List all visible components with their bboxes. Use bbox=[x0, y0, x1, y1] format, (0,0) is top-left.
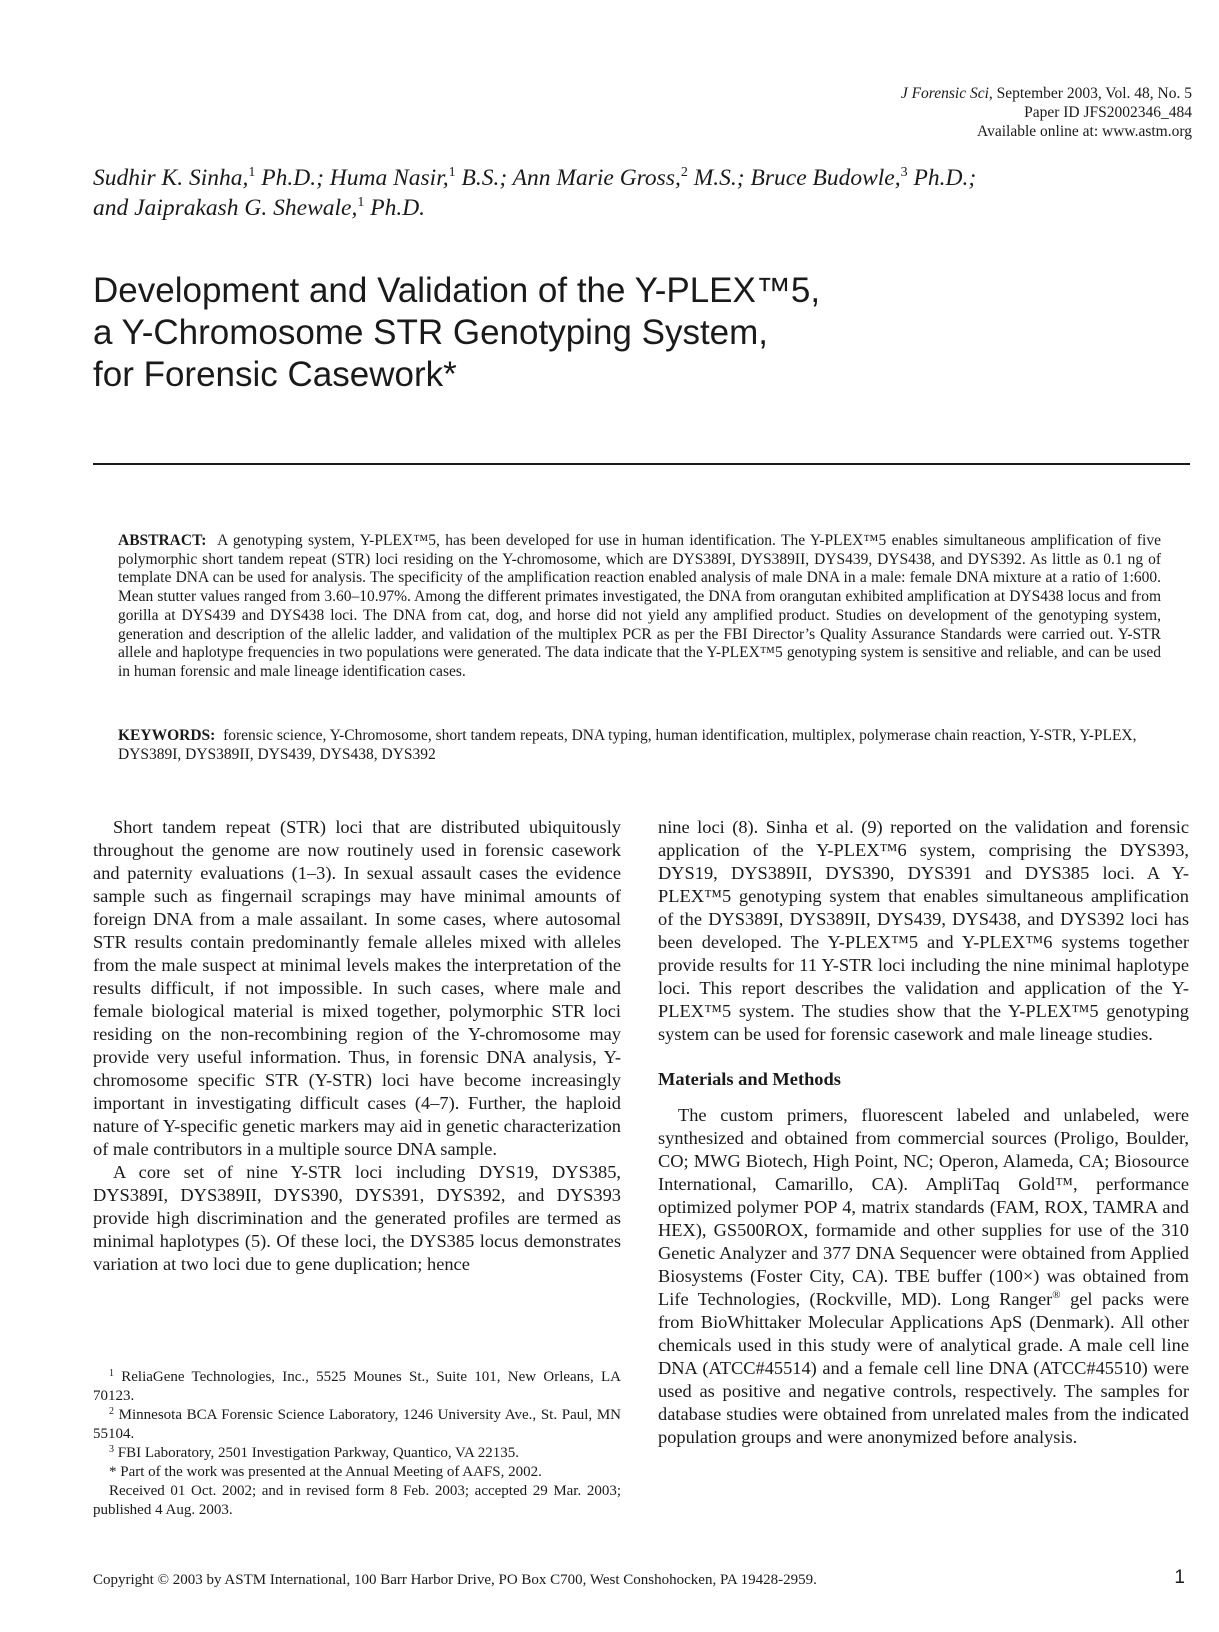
affiliation-mark: 1 bbox=[248, 165, 256, 180]
title-line: Development and Validation of the Y-PLEX™5, bbox=[93, 271, 821, 310]
affiliation-mark: 2 bbox=[680, 165, 688, 180]
author-degree: B.S.; bbox=[455, 165, 513, 191]
author-name: Bruce Budowle, bbox=[750, 165, 901, 191]
journal-name: J Forensic Sci, bbox=[900, 85, 993, 102]
footnote-mark: 1 bbox=[109, 1368, 114, 1379]
author-degree: Ph.D.; bbox=[255, 165, 330, 191]
author-name: and Jaiprakash G. Shewale, bbox=[93, 195, 358, 221]
author-list bbox=[93, 163, 1153, 223]
author-name: Ann Marie Gross, bbox=[512, 165, 681, 191]
footnotes bbox=[93, 1368, 621, 1520]
page-number: 1 bbox=[1174, 1567, 1185, 1588]
footnote bbox=[93, 1368, 621, 1406]
body-text: gel packs were from BioWhittaker Molecular Applications ApS (Denmark). All other chemicals used in this study were of analytical grade. A male cell line DNA (ATCC#45514) and a female cell line DNA (ATCC#45510) were used as positive and negative controls, respectively. The samples for database studies were obtained from unrelated males from the indicated population groups and were anonymized before analysis. bbox=[658, 1289, 1189, 1447]
body-paragraph bbox=[658, 1104, 1189, 1449]
section-heading: Materials and Methods bbox=[658, 1069, 841, 1089]
affiliation-mark: 1 bbox=[357, 195, 365, 210]
footnote-mark: 3 bbox=[109, 1444, 114, 1455]
body-paragraph: A core set of nine Y-STR loci including DYS19, DYS385, DYS389I, DYS389II, DYS390, DYS391, DYS392, and DYS393 provide high discrimination and the generated profiles are termed as minimal haplotypes (5). Of these loci, the DYS385 locus demonstrates variation at two loci due to gene duplication; hence bbox=[93, 1162, 621, 1274]
author-name: Huma Nasir, bbox=[329, 165, 449, 191]
journal-header bbox=[901, 84, 1192, 141]
paper-title bbox=[93, 270, 820, 396]
author-degree: M.S.; bbox=[687, 165, 751, 191]
body-text: The custom primers, fluorescent labeled and unlabeled, were synthesized and obtained from commercial sources (Proligo, Boulder, CO; MWG Biotech, High Point, NC; Operon, Alameda, CA; Biosource International, Camarillo, CA). AmpliTaq Gold™, performance optimized polymer POP 4, matrix standards (FAM, ROX, TAMRA and HEX), GS500ROX, formamide and other supplies for use of the 310 Genetic Analyzer and 377 DNA Sequencer were obtained from Applied Biosystems (Foster City, CA). TBE buffer (100×) was obtained from Life Technologies, (Rockville, MD). Long Ranger bbox=[658, 1105, 1189, 1309]
body-paragraph: nine loci (8). Sinha et al. (9) reported on the validation and forensic application of the Y-PLEX™6 system, comprising the DYS393, DYS19, DYS389II, DYS390, DYS391 and DYS385 loci. A Y-PLEX™5 genotyping system that enables simultaneous amplification of the DYS389I, DYS389II, DYS439, DYS438, and DYS392 loci has been developed. The Y-PLEX™5 and Y-PLEX™6 systems together provide results for 11 Y-STR loci including the nine minimal haplotype loci. This report describes the validation and application of the Y-PLEX™5 system. The studies show that the Y-PLEX™5 genotyping system can be used for forensic casework and male lineage studies. bbox=[658, 817, 1189, 1044]
journal-citation bbox=[901, 84, 1192, 103]
availability-note: Available online at: www.astm.org bbox=[977, 123, 1192, 140]
keywords-label: KEYWORDS: bbox=[118, 727, 216, 744]
registered-mark: ® bbox=[1052, 1289, 1061, 1301]
author-name: Sudhir K. Sinha, bbox=[93, 165, 249, 191]
footnote-text: Received 01 Oct. 2002; and in revised form 8 Feb. 2003; accepted 29 Mar. 2003; published 4 Aug. 2003. bbox=[93, 1483, 621, 1518]
abstract-text: A genotyping system, Y-PLEX™5, has been developed for use in human identification. The Y-PLEX™5 enables simultaneous amplification of five polymorphic short tandem repeat (STR) loci residing on the Y-chromosome, which are DYS389I, DYS389II, DYS439, DYS438, and DYS392. As little as 0.1 ng of template DNA can be used for analysis. The specificity of the amplification reaction enabled analysis of male DNA in a male: female DNA mixture at a ratio of 1:600. Mean stutter values ranged from 3.60–10.97%. Among the different primates investigated, the DNA from orangutan exhibited amplification at DYS438 locus and from gorilla at DYS439 and DYS438 loci. The DNA from cat, dog, and horse did not yield any amplified product. Studies on development of the genotyping system, generation and description of the allelic ladder, and validation of the multiplex PCR as per the FBI Director’s Quality Assurance Standards were carried out. Y-STR allele and haplotype frequencies in two populations were generated. The data indicate that the Y-PLEX™5 genotyping system is sensitive and reliable, and can be used in human forensic and male lineage identification cases. bbox=[118, 532, 1161, 680]
footnote-text: ReliaGene Technologies, Inc., 5525 Mounes St., Suite 101, New Orleans, LA 70123. bbox=[93, 1369, 621, 1404]
footnote bbox=[93, 1406, 621, 1444]
body-column-right bbox=[658, 816, 1189, 1449]
copyright-footer: Copyright © 2003 by ASTM International, 100 Barr Harbor Drive, PO Box C700, West Conshohocken, PA 19428-2959. bbox=[93, 1572, 817, 1588]
footnote-text: Minnesota BCA Forensic Science Laboratory, 1246 University Ave., St. Paul, MN 55104. bbox=[93, 1407, 621, 1442]
footnote-text: FBI Laboratory, 2501 Investigation Parkway, Quantico, VA 22135. bbox=[114, 1445, 519, 1461]
footnote bbox=[93, 1444, 621, 1463]
footnote bbox=[93, 1482, 621, 1520]
affiliation-mark: 1 bbox=[448, 165, 456, 180]
title-divider bbox=[93, 463, 1190, 465]
title-line: a Y-Chromosome STR Genotyping System, bbox=[93, 313, 769, 352]
affiliation-mark: 3 bbox=[900, 165, 908, 180]
keywords bbox=[118, 727, 1161, 764]
paper-id: Paper ID JFS2002346_484 bbox=[1024, 104, 1192, 121]
journal-issue: September 2003, Vol. 48, No. 5 bbox=[992, 85, 1192, 102]
body-column-left bbox=[93, 816, 621, 1276]
abstract-label: ABSTRACT: bbox=[118, 532, 207, 549]
title-line: for Forensic Casework* bbox=[93, 355, 457, 394]
footnote bbox=[93, 1463, 621, 1482]
author-degree: Ph.D. bbox=[364, 195, 426, 221]
keywords-text: forensic science, Y-Chromosome, short tandem repeats, DNA typing, human identification, multiplex, polymerase chain reaction, Y-STR, Y-PLEX, DYS389I, DYS389II, DYS439, DYS438, DYS392 bbox=[118, 727, 1137, 763]
footnote-mark: 2 bbox=[109, 1406, 114, 1417]
body-paragraph: Short tandem repeat (STR) loci that are distributed ubiquitously throughout the genome are now routinely used in forensic casework and paternity evaluations (1–3). In sexual assault cases the evidence sample such as fingernail scrapings may have minimal amounts of foreign DNA from a male assailant. In some cases, where autosomal STR results contain predominantly female alleles mixed with alleles from the male suspect at minimal levels makes the interpretation of the results difficult, if not impossible. In such cases, where male and female biological material is mixed together, polymorphic STR loci residing on the non-recombining region of the Y-chromosome may provide very useful information. Thus, in forensic DNA analysis, Y-chromosome specific STR (Y-STR) loci have become increasingly important in investigating difficult cases (4–7). Further, the haploid nature of Y-specific genetic markers may aid in genetic characterization of male contributors in a multiple source DNA sample. bbox=[93, 817, 621, 1159]
author-degree: Ph.D.; bbox=[907, 165, 977, 191]
abstract bbox=[118, 532, 1161, 682]
footnote-text: * Part of the work was presented at the Annual Meeting of AAFS, 2002. bbox=[109, 1464, 542, 1480]
